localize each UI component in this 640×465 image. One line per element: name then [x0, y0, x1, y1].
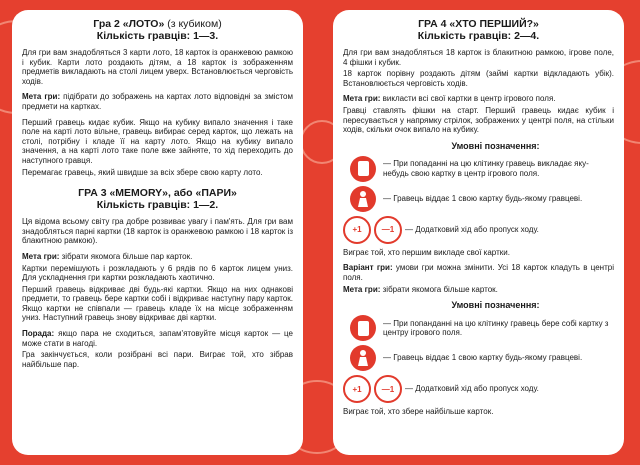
- legend-item-card: — При попаданні на цю клітинку гравець викладає яку-небудь свою картку в центр ігрового поля.: [343, 156, 614, 182]
- legend2-item-person: — Гравець віддає 1 свою картку будь-якому гравцеві.: [343, 345, 614, 371]
- game2-goal: Мета гри: підібрати до зображень на картах лото відповідні за змістом предмети на картках.: [22, 92, 293, 111]
- legend2-item-card: — При попанданні на цю клітинку гравець бере собі картку з центру ігрового поля.: [343, 315, 614, 341]
- legend2-item-dice: +1 —1 — Додатковий хід або пропуск ходу.: [343, 375, 614, 403]
- game4-goal: Мета гри: викласти всі свої картки в центр ігрового поля.: [343, 94, 556, 104]
- person-icon: [350, 345, 376, 371]
- game3-goal: Мета гри: зібрати якомога більше пар карток.: [22, 251, 193, 261]
- game4-intro1: Для гри вам знадобляться 18 карток із блакитною рамкою, ігрове поле, 4 фішки і кубик.: [343, 48, 614, 67]
- dice-plus-minus-icon: +1 —1: [343, 375, 405, 403]
- game3-tip: Порада: якщо пара не сходиться, запам'ятовуйте місця карток — це може стати в нагоді.: [22, 329, 293, 348]
- game3-rules1: Картки перемішують і розкладають у 6 рядів по 6 карток лицем униз. Для ускладнення гри картки розкладають хаотично.: [22, 263, 293, 283]
- game2-winner: Перемагає гравець, який швидше за всіх збере свою карту лото.: [22, 167, 263, 177]
- legend2-title: Умовні позначення:: [451, 300, 540, 311]
- dice-plus-minus-icon: +1 —1: [343, 216, 405, 244]
- game4-intro2: 18 карток порівну роздають дітям (займі картки відкладають убік). Встановлюється черговість ходів.: [343, 69, 614, 88]
- game4-winner: Виграє той, хто першим викладе свої картки.: [343, 247, 510, 257]
- game4-rules: Гравці ставлять фішки на старт. Перший гравець кидає кубик і пересувається у напрямку стрілок, зображених у центрі поля, на стільки ходів, скільки очок випало на кубику.: [343, 105, 614, 135]
- legend-item-dice: +1 —1 — Додатковий хід або пропуск ходу.: [343, 216, 614, 244]
- game2-rules: Перший гравець кидає кубик. Якщо на кубику випало значення і таке поле на карті лото вільне, гравець вибирає серед карток, що лежать на столі, потрібну і кладе її на карту лото. Якщо на кубику випало значення, а на карті лото таке поле вже зайняте, то хід переходить до наступного гравця.: [22, 117, 293, 165]
- game3-players: Кількість гравців: 1—2.: [96, 199, 219, 212]
- person-icon: [350, 186, 376, 212]
- card-icon: [350, 156, 376, 182]
- game2-players: Кількість гравців: 1—3.: [96, 30, 219, 42]
- legend-item-person: — Гравець віддає 1 свою картку будь-якому гравцеві.: [343, 186, 614, 212]
- legend-title: Умовні позначення:: [451, 140, 540, 151]
- game3-title: ГРА 3 «MEMORY», або «ПАРИ»: [78, 187, 237, 200]
- game3-rules2: Перший гравець відкриває дві будь-які картки. Якщо на них однакові предмети, то гравець бере картки собі і відкриває наступну пару карток. Якщо картки не співпали — гравець кладе їх на місце зображенням униз. Наступний гравець знову відкриває дві картки.: [22, 284, 293, 323]
- game2-intro: Для гри вам знадобляться 3 карти лото, 18 карток із оранжевою рамкою і кубик. Карти лото роздають дітям, а 18 карток із зображенням предметів викладають на столі лицем уверх. Встановлюється черговість ходів.: [22, 48, 293, 86]
- card-icon: [350, 315, 376, 341]
- game4-variant: Варіант гри: умови гри можна змінити. Усі 18 карток кладуть в центрі поля.: [343, 263, 614, 282]
- game4-players: Кількість гравців: 2—4.: [417, 30, 540, 42]
- game4-title: ГРА 4 «ХТО ПЕРШИЙ?»: [418, 18, 539, 30]
- game4-variant-goal: Мета гри: зібрати якомога більше карток.: [343, 284, 498, 294]
- left-page: [12, 10, 303, 455]
- game2-title: Гра 2 «ЛОТО» (з кубиком): [93, 18, 222, 30]
- game4-winner2: Виграє той, хто збере найбільше карток.: [343, 407, 494, 417]
- game3-intro: Ця відома всьому світу гра добре розвиває увагу і пам'ять. Для гри вам знадобляться парні картки (18 карток із оранжевою рамкою і 18 карток із блакитною рамкою).: [22, 217, 293, 246]
- right-page: [333, 10, 624, 455]
- game3-end: Гра закінчується, коли розібрані всі пари. Виграє той, хто зібрав найбільше пар.: [22, 350, 293, 369]
